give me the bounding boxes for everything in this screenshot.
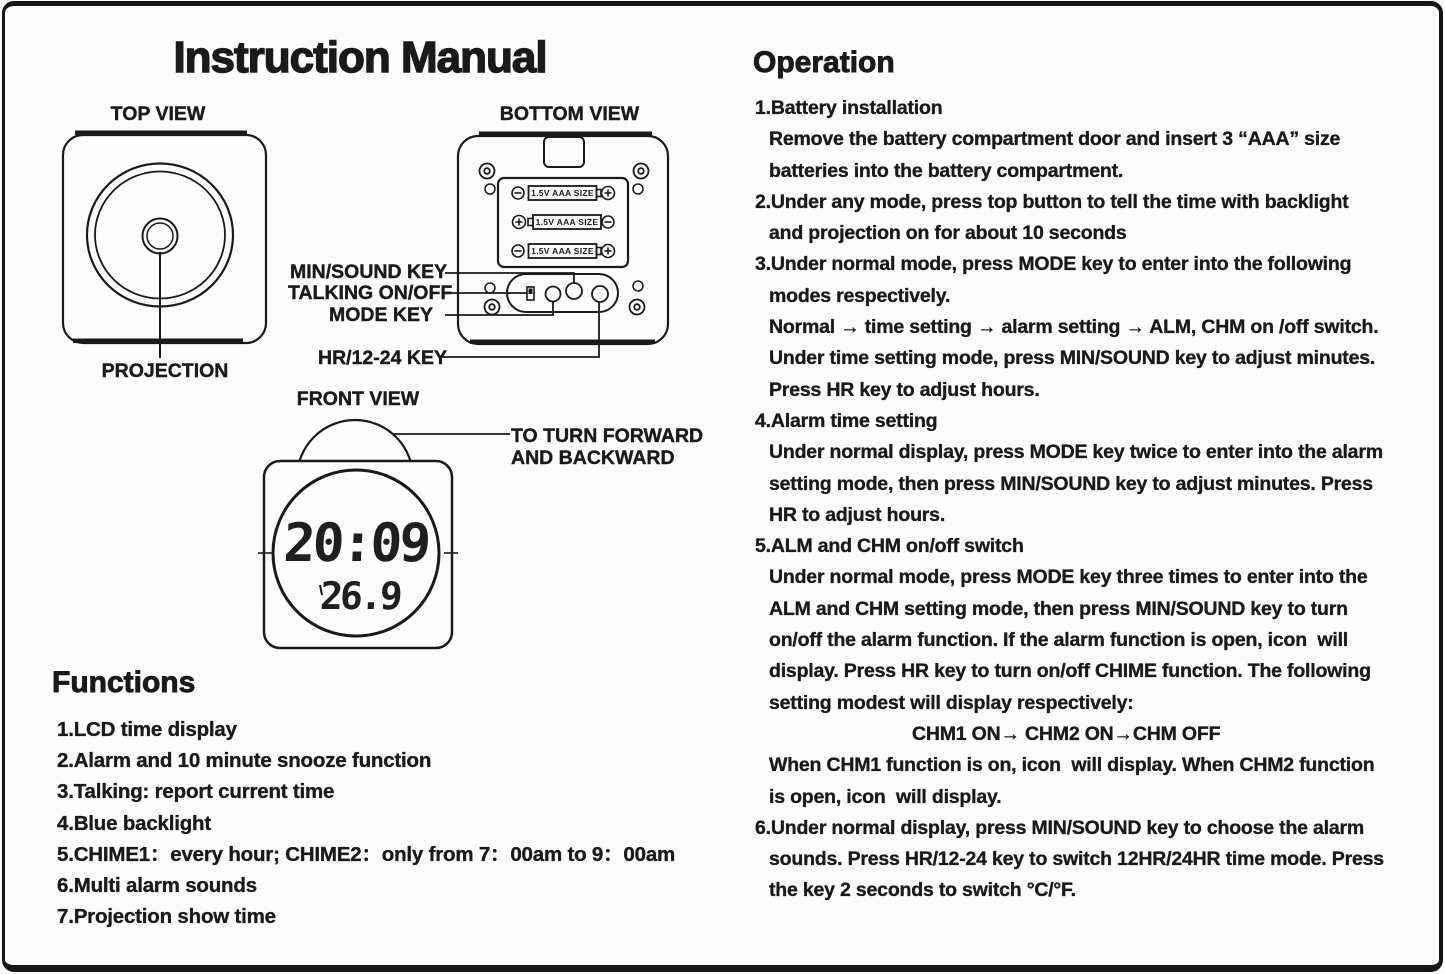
operation-line: batteries into the battery compartment. bbox=[769, 159, 1124, 182]
lcd-temperature-display: 26.9 bbox=[319, 574, 401, 618]
operation-line: When CHM1 function is on, icon will display. When CHM2 function bbox=[769, 754, 1375, 777]
battery bbox=[512, 186, 615, 200]
min-sound-key-label: MIN/SOUND KEY bbox=[290, 261, 448, 283]
operation-line: setting modest will display respectively: bbox=[769, 691, 1134, 714]
hr-12-24-key-label: HR/12-24 KEY bbox=[318, 347, 447, 369]
battery bbox=[513, 215, 615, 229]
operation-line: 6.Under normal display, press MIN/SOUND key to choose the alarm bbox=[755, 816, 1365, 839]
dome-annotation bbox=[511, 426, 703, 469]
battery-size-label: 1.5V AAA SIZE bbox=[531, 188, 594, 198]
operation-line: 5.ALM and CHM on/off switch bbox=[755, 535, 1024, 558]
operation-text bbox=[755, 93, 1445, 907]
dome-annotation-line2: AND BACKWARD bbox=[511, 446, 675, 469]
operation-line: 2.Under any mode, press top button to tell the time with backlight bbox=[755, 190, 1349, 213]
operation-line: the key 2 seconds to switch °C/°F. bbox=[769, 879, 1076, 902]
top-view-diagram bbox=[60, 126, 272, 362]
function-item: 1.LCD time display bbox=[57, 718, 237, 741]
function-item: 6.Multi alarm sounds bbox=[57, 873, 257, 897]
mode-button bbox=[546, 287, 561, 302]
operation-line: display. Press HR key to turn on/off CHIME function. The following bbox=[769, 660, 1371, 683]
operation-line: Remove the battery compartment door and insert 3 “AAA” size bbox=[769, 128, 1341, 151]
bottom-view-diagram bbox=[455, 126, 675, 366]
talking-on-off-label: TALKING ON/OFF bbox=[288, 282, 453, 304]
dome-annotation-line1: TO TURN FORWARD bbox=[511, 425, 704, 447]
battery-door-tab bbox=[544, 137, 584, 167]
battery bbox=[512, 244, 615, 258]
operation-line: sounds. Press HR/12-24 key to switch 12HR/24HR time mode. Press bbox=[769, 848, 1384, 871]
page-title: Instruction Manual bbox=[173, 33, 547, 82]
operation-heading: Operation bbox=[753, 46, 895, 79]
function-item: 3.Talking: report current time bbox=[57, 780, 335, 804]
min-sound-button bbox=[566, 283, 582, 299]
operation-line: modes respectively. bbox=[769, 284, 951, 307]
operation-line: is open, icon will display. bbox=[769, 785, 1002, 808]
operation-line: HR to adjust hours. bbox=[769, 503, 946, 526]
projection-lens-inner bbox=[147, 223, 173, 249]
operation-line: Under time setting mode, press MIN/SOUND key to adjust minutes. bbox=[769, 347, 1376, 370]
operation-line: on/off the alarm function. If the alarm function is open, icon will bbox=[769, 629, 1349, 652]
lcd-time-display: 20:09 bbox=[282, 513, 430, 574]
top-view-title: TOP VIEW bbox=[110, 103, 206, 125]
functions-list bbox=[57, 714, 717, 932]
operation-line: 4.Alarm time setting bbox=[755, 409, 938, 432]
operation-line: setting mode, then press MIN/SOUND key to adjust minutes. Press bbox=[769, 472, 1373, 495]
operation-line: Under normal display, press MODE key twice to enter into the alarm bbox=[769, 441, 1383, 464]
function-item: 2.Alarm and 10 minute snooze function bbox=[57, 749, 432, 773]
operation-line: and projection on for about 10 seconds bbox=[769, 222, 1127, 245]
operation-line: 3.Under normal mode, press MODE key to enter into the following bbox=[755, 253, 1352, 276]
operation-line: Press HR key to adjust hours. bbox=[769, 378, 1040, 401]
function-item: 5.CHIME1：every hour; CHIME2：only from 7：00am to 9：00am bbox=[57, 842, 676, 866]
bottom-view-title: BOTTOM VIEW bbox=[499, 103, 640, 125]
leader-line-hr bbox=[443, 302, 599, 357]
battery-size-label: 1.5V AAA SIZE bbox=[531, 246, 594, 256]
operation-line: Under normal mode, press MODE key three times to enter into the bbox=[769, 566, 1368, 589]
operation-line: 1.Battery installation bbox=[755, 97, 943, 119]
functions-heading: Functions bbox=[52, 666, 196, 699]
operation-line: CHM1 ON→ CHM2 ON→CHM OFF bbox=[912, 722, 1221, 745]
mode-key-label: MODE KEY bbox=[328, 304, 433, 326]
projection-caption: PROJECTION bbox=[101, 360, 229, 382]
battery-size-label: 1.5V AAA SIZE bbox=[535, 217, 599, 227]
hr-12-24-button bbox=[592, 286, 608, 302]
talking-switch bbox=[527, 287, 534, 300]
clock-body-outline bbox=[63, 135, 266, 343]
front-view-title: FRONT VIEW bbox=[296, 388, 420, 410]
operation-line: Normal → time setting → alarm setting → ALM, CHM on /off switch. bbox=[769, 316, 1379, 339]
function-item: 7.Projection show time bbox=[57, 905, 276, 929]
function-item: 4.Blue backlight bbox=[57, 811, 212, 835]
operation-line: ALM and CHM setting mode, then press MIN/SOUND key to turn bbox=[769, 597, 1348, 620]
